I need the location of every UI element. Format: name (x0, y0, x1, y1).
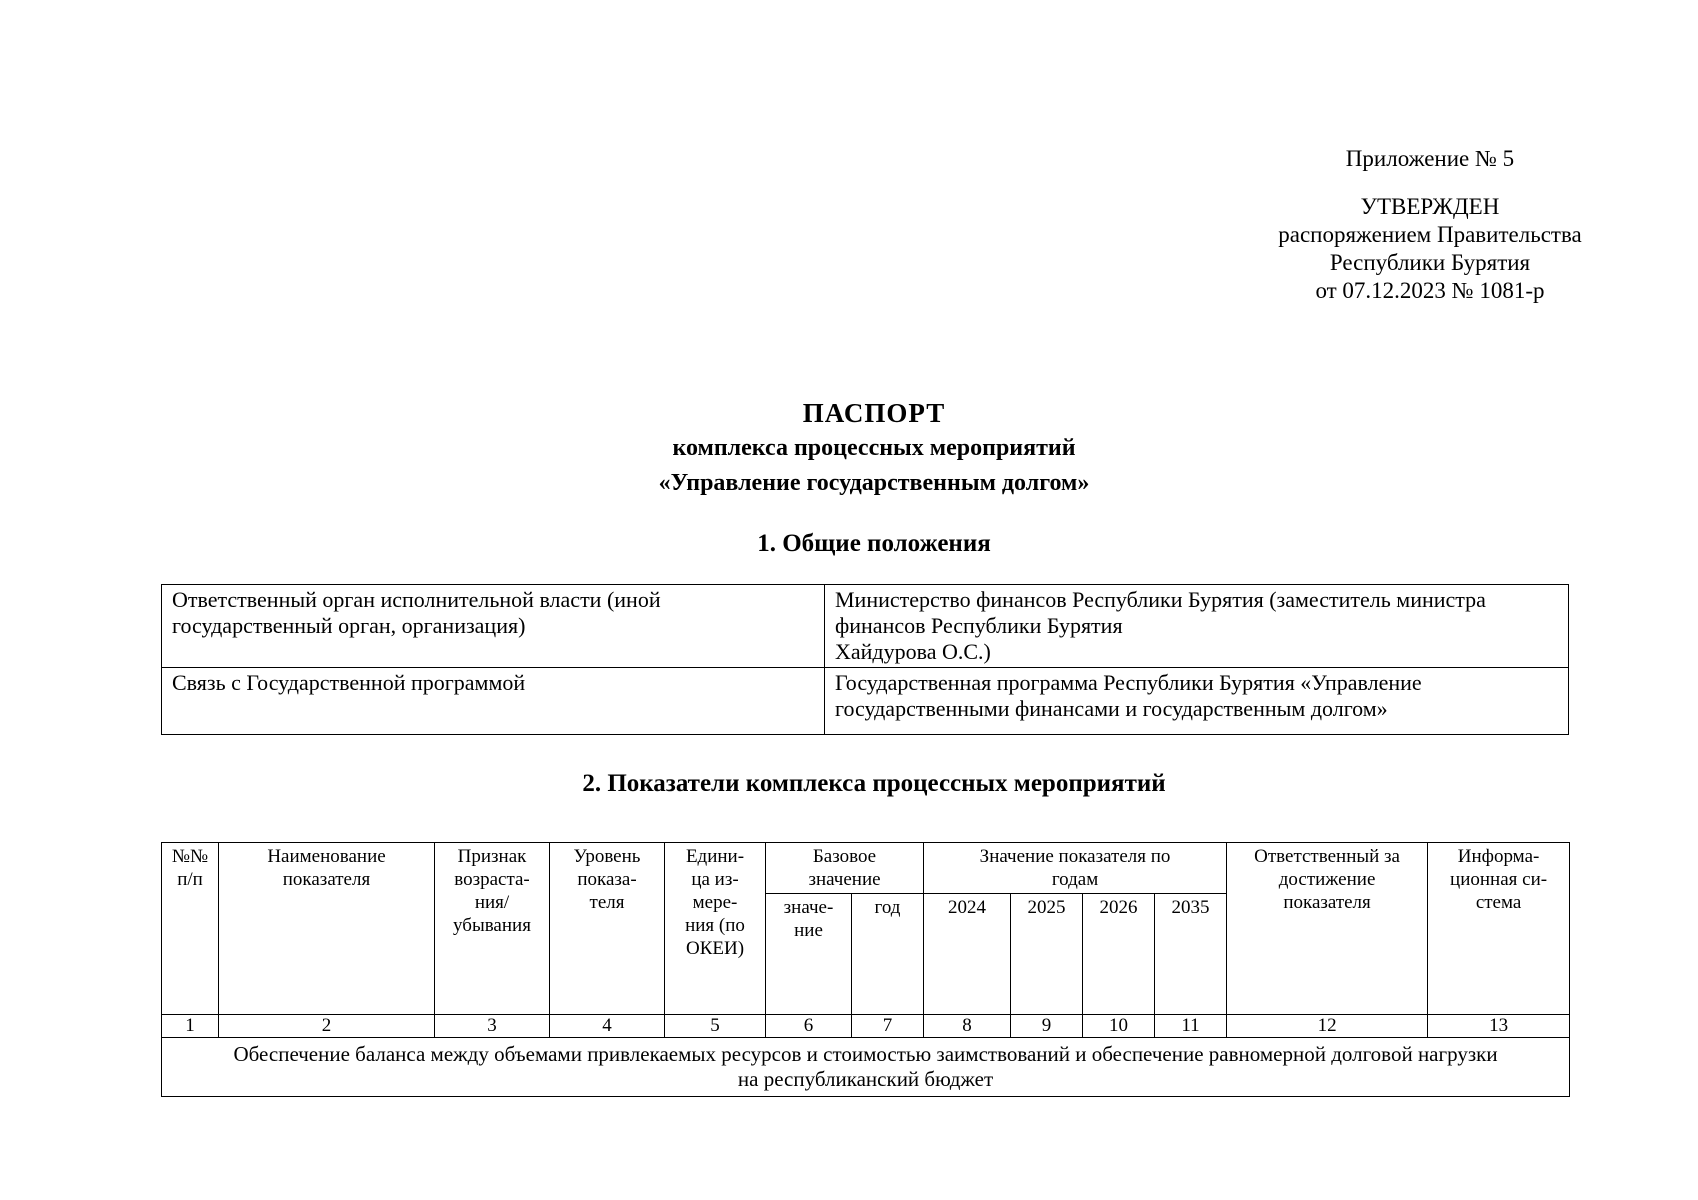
value-line: Хайдурова О.С.) (835, 639, 991, 664)
column-number: 4 (550, 1015, 665, 1038)
section-2-title: 2. Показатели комплекса процессных мероприятий (582, 770, 1166, 797)
approved-label: УТВЕРЖДЕН (1360, 194, 1500, 219)
value-line: государственными финансами и государственным долгом» (835, 696, 1388, 721)
header-trend: Признак возраста- ния/ убывания (435, 843, 550, 1015)
header-level: Уровень показа- теля (550, 843, 665, 1015)
value-line: Государственная программа Республики Бурятия «Управление (835, 670, 1422, 695)
header-year-2025: 2025 (1011, 894, 1083, 1015)
column-numbers-row (162, 1015, 1570, 1038)
general-provisions-table (161, 584, 1569, 735)
row-value (825, 668, 1569, 735)
row-label: Ответственный орган исполнительной власти (иной государственный орган, организация) (162, 585, 825, 668)
header-info-system: Информа- ционная си- стема (1428, 843, 1570, 1015)
header-values: Значение показателя по годам (924, 843, 1227, 894)
header-base-year: год (852, 894, 924, 1015)
approval-line-2: Республики Бурятия (1329, 250, 1531, 275)
header-num: №№ п/п (162, 843, 219, 1015)
column-number: 13 (1428, 1015, 1570, 1038)
row-label: Связь с Государственной программой (162, 668, 825, 735)
goal-row (162, 1038, 1570, 1097)
value-line: Министерство финансов Республики Бурятия (заместитель министра (835, 587, 1486, 612)
header-base-value: значе- ние (766, 894, 852, 1015)
header-unit: Едини- ца из- мере- ния (по ОКЕИ) (665, 843, 766, 1015)
document-title (0, 395, 1698, 501)
approval-stamp (1240, 145, 1620, 305)
column-number: 2 (219, 1015, 435, 1038)
title-line-1: ПАСПОРТ (802, 398, 946, 428)
title-line-3: «Управление государственным долгом» (658, 470, 1090, 496)
column-number: 5 (665, 1015, 766, 1038)
column-number: 9 (1011, 1015, 1083, 1038)
header-year-2026: 2026 (1083, 894, 1155, 1015)
column-number: 8 (924, 1015, 1011, 1038)
value-line: финансов Республики Бурятия (835, 613, 1123, 638)
approval-line-3: от 07.12.2023 № 1081-р (1315, 278, 1545, 303)
goal-text: Обеспечение баланса между объемами привлекаемых ресурсов и стоимостью заимствований и обеспечение равномерной долговой нагрузки на республиканский бюджет (162, 1038, 1570, 1097)
column-number: 7 (852, 1015, 924, 1038)
header-base: Базовое значение (766, 843, 924, 894)
approval-line-1: распоряжением Правительства (1278, 222, 1582, 247)
column-number: 11 (1155, 1015, 1227, 1038)
column-number: 1 (162, 1015, 219, 1038)
annex-number: Приложение № 5 (1345, 146, 1515, 171)
column-number: 6 (766, 1015, 852, 1038)
table-row (162, 668, 1569, 735)
column-number: 10 (1083, 1015, 1155, 1038)
column-number: 3 (435, 1015, 550, 1038)
header-year-2024: 2024 (924, 894, 1011, 1015)
title-line-2: комплекса процессных мероприятий (672, 435, 1076, 461)
row-value (825, 585, 1569, 668)
header-year-2035: 2035 (1155, 894, 1227, 1015)
section-1-title: 1. Общие положения (757, 530, 991, 557)
header-responsible: Ответственный за достижение показателя (1227, 843, 1428, 1015)
indicators-table (161, 842, 1570, 1097)
table-row (162, 585, 1569, 668)
column-number: 12 (1227, 1015, 1428, 1038)
header-name: Наименование показателя (219, 843, 435, 1015)
header-row (162, 843, 1570, 894)
